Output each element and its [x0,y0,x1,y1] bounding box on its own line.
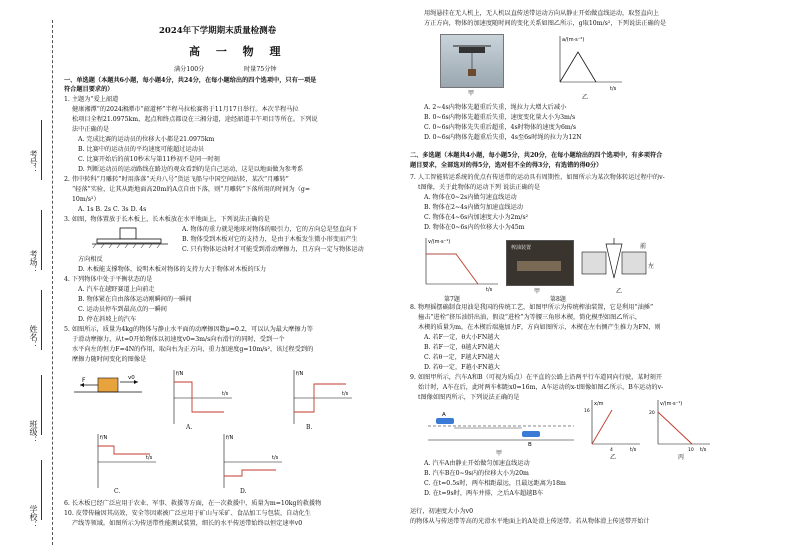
q8-photo-beam [517,261,561,271]
q3-option-a: A. 物体的重力就是地球对物体的吸引力，它的方向总是竖直向下 [182,226,358,233]
section-two-heading-cont: 题目要求，全部选对的得5分，选对但不全的得3分，有选错的得0分） [410,162,603,169]
q8-photo-label: 榨油装置 [511,245,532,251]
q5-option-d-label: D. [240,488,247,495]
q6-at-graph [550,34,624,92]
q3-ground-hatch [93,244,160,248]
time-limit: 时量75分钟 [244,66,277,73]
q8-stem: 木楔的质量为m，在木楔后端施加力F，方向如图所示，木楔在左右侧产生推力为FN，则 [418,324,661,331]
q8-option-b: B. 若F一定，θ越大FN越大 [424,344,500,351]
margin-label-exam-room: 考场： [29,250,38,274]
q5-option-c-label: C. [114,488,121,495]
q7-ylabel: v/(m·s⁻¹) [428,239,451,245]
q5-stem: 摩擦力随时间变化的图像是 [72,356,147,363]
q9-car-b-label: B [528,442,532,448]
margin-line [41,120,42,180]
margin-label-class: 班级： [29,420,38,444]
q5-block-figure [72,372,144,402]
q5-graph-a-line [174,382,224,412]
q10-stem-cont: 运行，初速度大小为v0 [410,508,474,515]
q6-option-c: C. 0~6s内物体先失重后超重，4s时物体的速度为6m/s [424,124,577,131]
q4-option-a: A. 汽车在越野赛道上向前走 [78,286,155,293]
q5-stem: 水平向左的恒力F=4N的作用，取向右为正方向，重力加速度g=10m/s²，该过程受到的 [72,346,314,353]
q9-vt-xlabel: t/s [700,447,707,453]
q2-options: A. 1s B. 2s C. 3s D. 4s [78,206,147,213]
q9-car-a [436,418,454,424]
q7-vt-graph [416,236,500,292]
q5-block [98,378,118,392]
q5-stem: 于滑动摩擦力，从t=0开始物体以初速度v0=3m/s向右滑行的同时，受到一个 [72,336,285,343]
q3-option-d: D. 木板能支撑物体，说明木板对物体的支持力大于物体对木板的压力 [78,266,267,273]
q6-option-d: D. 0~6s内物体先超重后失重，4s至6s时绳的拉力为12N [424,134,582,141]
q8-label-front: 前 [640,243,647,250]
margin-line [41,375,42,435]
q6-stem-cont: 方正方向，物体的加速度随时间的变化关系如图乙所示，g取10m/s²，下列说法正确的是 [424,20,667,27]
q9-option-a: A. 汽车A由静止开始做匀加速直线运动 [424,460,530,467]
q7-option-c: C. 物体在4~6s内加速度大小为2m/s² [424,214,529,221]
q4-option-d: D. 停在斜坡上的汽车 [78,316,137,323]
q5-option-a-label: A. [186,424,193,431]
q10-stem-cont: 的物体从与传送带等高的光滑水平地面上的A处滑上传送带。若从物体滑上传送带开始计 [410,518,650,525]
q2-stem: 10m/s²） [72,196,100,203]
q4-option-b: B. 物体紧在自由落体运动刚瞬间的一瞬间 [78,296,192,303]
q5-graph-c [88,432,158,490]
q2-stem: 2. 伟中转科“月雕转”时用落落“天舟八号”货运飞船与中国空间站转，某次“月雕转” [64,176,289,183]
q9-option-b: B. 汽车B在0~9s内的位移大小为20m [424,470,529,477]
q5-graph-d-line [224,470,276,476]
q6-drone-body [459,47,485,53]
q5-graph-a [164,368,234,426]
q6-drone-cargo [468,69,476,76]
exam-title: 2024年下学期期末质量检测卷 [159,26,277,36]
section-two-heading: 二、多选题（本题共4小题，每小题5分，共20分，在每小题给出的四个选项中，有多项符合 [410,152,663,159]
q7-option-b: B. 物体在2~4s内做匀加速直线运动 [424,204,523,211]
q3-option-c: C. 只有物体运动时才可能受到滑动摩擦力，且方向一定与物体运动 [182,246,364,253]
q9-xt-xlabel: t/s [630,447,637,453]
q8-option-a: A. 若F一定，θ大小FN越大 [424,334,500,341]
q1-stem: 松项目全程21.0975km，起点和终点都设在三湘分道，途经韶道丰午项目等所在。下列说 [72,116,318,123]
q8-caption-jia: 甲 [534,288,541,295]
q8-stem: 8. 物理摇摆确制食用油是我国的传统工艺，如图甲所示为传统榨油装置，它是利用“油捶” [410,304,654,311]
q9-stem: t图像如图丙所示，下列说法正确的是 [418,394,520,401]
q1-stem: 1. 主题为“爱上韶道 [64,96,119,103]
q6-option-a: A. 2~4s内物体先超重后失重，绳拉力大增大后减小 [424,104,567,111]
q9-xt-tick-4: 4 [610,448,613,453]
q5-graph-c-line [98,446,150,454]
q9-option-c: C. 在t=0.5s时，两车相距最远，且最远距离为18m [424,480,566,487]
q9-xt-line [592,410,612,444]
margin-label-exam-no: 考号： [29,150,38,174]
q5-graph-a-xlabel: t/s [222,391,229,397]
q9-option-d: D. 在t=9s时，两车并排，之后A车超越B车 [424,490,544,497]
q7-stem: 7. 人工智能转运系统的优点有传送带的运动具有周期性，如图所示为某次物体转运过程中的v- [410,174,665,181]
q5-graph-d-xlabel: t/s [272,455,279,461]
q7-option-d: D. 物体在0~6s内的位移大小为45m [424,224,525,231]
q5-graph-a-ylabel: f/N [176,371,184,377]
q8-wedge-block-right [622,252,646,274]
q9-vt-graph [648,398,712,454]
q9-vt-line [658,412,692,444]
margin-line [41,210,42,270]
q1-option-c: C. 比赛开始后的前10秒末与第11秒初不是同一时刻 [78,156,220,163]
margin-line [41,290,42,350]
q5-stem: 5. 如图所示，质量为4kg的物体与静止水平面的动摩擦因数μ=0.2，可以认为最大摩擦力等 [64,326,313,333]
q9-vt-ylabel: v/(m·s⁻¹) [660,401,683,407]
section-one-heading-cont: 符合题目要求的） [64,86,114,93]
q1-stem: 法中正确的是 [72,126,110,133]
q9-caption-yi: 乙 [610,454,617,461]
q5-v0-label: v0 [128,375,135,381]
q4-stem: 4. 下列物体中处于平衡状态的是 [64,276,153,283]
q6-stem: 6. 长木板已经广泛应用于农业、军事、救援等方面，在一次救援中，质量为m=10kg的救援物 [64,500,322,507]
cut-line [52,20,63,545]
q9-vt-tick-20: 20 [649,411,655,416]
margin-line [41,460,42,520]
q5-option-b-label: B. [306,424,313,431]
q2-stem: “轻落”实验，让其从距地面高20m的A点自由下落，则“月雕转”下落所用的时间为（g= [72,186,311,193]
subject-title: 高 一 物 理 [189,45,287,58]
q1-option-b: B. 比赛中的运动员的平均速度可能超过运动员 [78,146,205,153]
q6-drone-photo [440,34,504,88]
q10-stem: 产线等领域。如图所示为传送带性能测试装置，细长的水平传送带始终以恒定速率v0 [72,520,303,527]
q8-label-left: 左 [648,263,655,270]
q9-xt-graph [582,398,642,454]
q1-option-d: D. 判断运动员的运动路线在路边的观众看到的是自己运动，这是以地面做为参考系 [78,166,304,173]
q1-stem: 健康湘潭”的2024湘潭市“韶道杯”半程马拉松赛将于11月17日举行。本次半程马拉 [72,106,299,113]
q8-caption-yi: 乙 [616,288,623,295]
q3-board [97,239,161,243]
q6-drone-drawing [441,35,503,87]
q9-cars-diagram [426,412,576,448]
q8-figure-caption: 第8题 [550,296,566,303]
q8-wedge-block-left [582,252,606,274]
q6-caption-jia: 甲 [468,90,475,97]
q8-option-c: C. 若θ一定，F越大FN越大 [424,354,500,361]
q5-graph-b [284,368,354,426]
q7-figure-caption: 第7题 [444,296,460,303]
q8-wedge [606,244,622,278]
q8-option-d: D. 若θ一定，F越小FN越大 [424,364,500,371]
q3-option-c-cont: 方向相反 [78,256,103,263]
q1-option-a: A. 完成比赛的运动员的位移大小都是21.0975km [78,136,215,143]
q6-at-xlabel: t/s [610,86,617,92]
q9-xt-tick-16: 16 [584,409,590,414]
q4-option-c: C. 运动员停车到最高点的一瞬间 [78,306,167,313]
q8-wedge-diagram [578,238,660,290]
margin-label-school: 学校： [29,505,38,529]
q9-stem: 始计时，A车在后，此时两车相距x0=16m，A车运动的x-t图像如图乙所示，B车运动的v- [418,384,664,391]
q5-f-label: F [82,377,86,384]
q5-graph-d-ylabel: f/N [226,435,234,441]
q5-graph-c-ylabel: f/N [100,435,108,441]
q5-graph-b-xlabel: t/s [342,391,349,397]
q7-stem: t图像，关于此物体的运动下列 说法正确的是 [418,184,541,191]
q6-at-ylabel: a/(m·s⁻²) [562,37,585,43]
q8-oil-press-photo [506,240,574,286]
q7-vt-line [426,254,478,284]
full-score: 满分100分 [174,66,205,73]
q9-caption-bing: 丙 [678,454,685,461]
q3-figure [92,225,172,251]
section-one-heading: 一、单选题（本题共6小题，每小题4分，共24分，在每小题给出的四个选项中，只有一项是 [64,77,317,84]
q9-vt-tick-10: 10 [688,448,694,453]
q6-caption-yi: 乙 [582,94,589,101]
binding-margin [0,0,62,554]
q5-graph-d [214,432,284,490]
q5-graph-c-xlabel: t/s [146,455,153,461]
q3-block [120,228,136,239]
q5-graph-b-ylabel: f/N [296,371,304,377]
q6-option-b: B. 0~6s内物体先超重后失重，速度变化量大小为3m/s [424,114,576,121]
q8-stem: 撞击“进栓”挤压油饼出油，假设“进栓”为等腰三角形木楔，简化模型如图乙所示， [418,314,642,321]
q9-car-b [522,431,540,437]
margin-label-name: 姓名： [29,325,38,349]
q7-option-a: A. 物体在0~2s内做匀速直线运动 [424,194,517,201]
q9-car-a-label: A [442,412,446,418]
q7-xlabel: t/s [486,287,493,292]
q6-stem-cont: 用绳悬挂在无人机上，无人机以直传送带运动方向从静止开始做直线运动，取竖直向上 [424,10,660,17]
q9-stem: 9. 如图甲所示，汽车A和B（可视为质点）在平直的公路上沿两平行车道同向行驶，某时刻开 [410,374,663,381]
q9-caption-jia: 甲 [496,450,503,457]
q9-xt-ylabel: x/m [594,401,604,407]
q3-option-b: B. 物体受到木板对它的支持力，是由于木板发生微小形变而产生 [182,236,358,243]
q3-stem: 3. 如图，物体置放于长木板上，长木板放在水平地面上，下列说法正确的是 [64,216,270,223]
q10-stem: 10. 皮带传输因其高效、安全等因素被广泛应用于矿山与采矿、食品加工与包装，自动化生 [64,510,311,517]
q6-at-line [560,52,596,82]
